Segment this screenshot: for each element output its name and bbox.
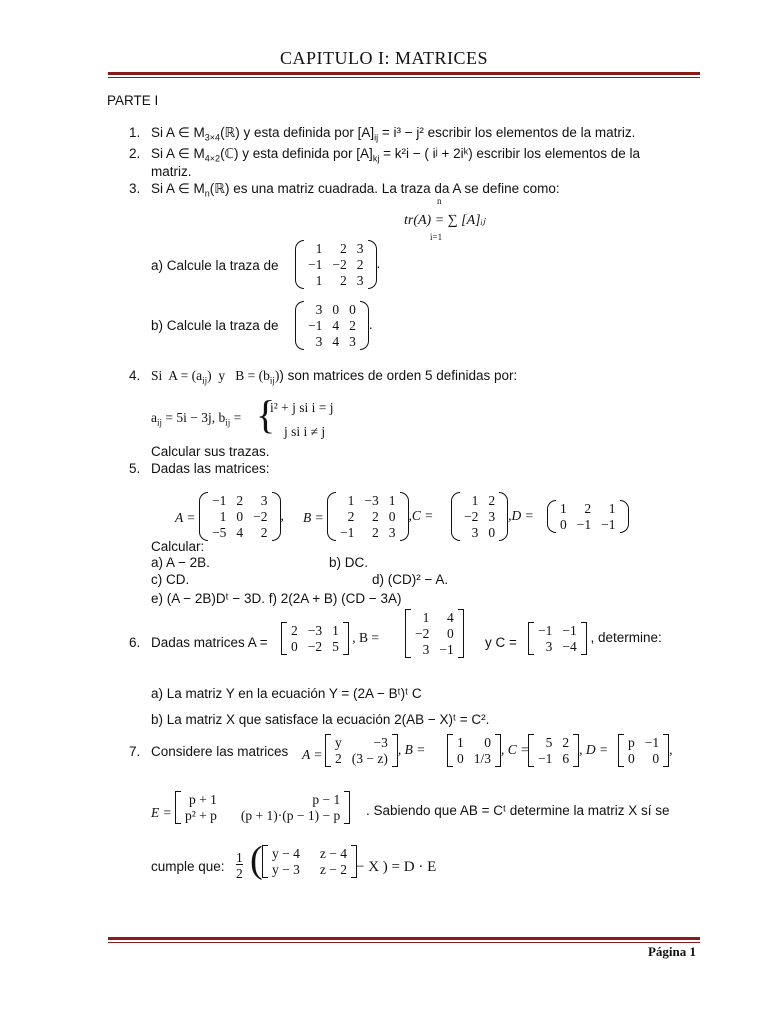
q3a-matrix: 1 2 3 −1 −2 2 1 2 3 . (295, 240, 380, 289)
matrix-cell: 2 (584, 501, 592, 516)
header-rule (108, 72, 700, 78)
matrix-cell: −2 (253, 509, 268, 524)
matrix-cell: 0 (484, 735, 492, 750)
q7-matrix-c: 5 2 −1 6 , D = (528, 734, 608, 767)
q1-text: Si A ∈ $M_{3\times 4}(ℝ)$ y esta definida por $[A]_{ij} = i^3 - j^2$ escribir los elementos de la matriz. (151, 125, 636, 143)
q5-number: 5. (129, 461, 141, 476)
matrix-cell: −1 (340, 525, 355, 540)
matrix-cell: y (335, 735, 342, 750)
matrix-cell: −3 (373, 735, 388, 750)
q6-text: Dadas matrices A = (151, 635, 268, 650)
matrix-cell: −4 (562, 639, 577, 654)
q6-matrix-c: −1 −1 3 −4 , determine: (528, 622, 662, 655)
q3-text: Si A ∈ $M_n(ℝ)$ es una matriz cuadrada. La traza da A se define como: (151, 181, 560, 199)
matrix-cell: 1 (560, 501, 567, 516)
q7-text: Considere las matrices (151, 744, 289, 759)
q6-b: b) La matriz X que satisface la ecuación 2(AB − X)ᵗ = C². (151, 712, 490, 727)
sum-lower: i=1 (430, 232, 443, 242)
q3a-label: a) Calcule la traza de (151, 258, 279, 273)
matrix-cell: p − 1 (312, 792, 341, 807)
q5-e: e) (A − 2B)Dᵗ − 3D. f) 2(2A + B) (CD − 3A) (151, 591, 402, 606)
matrix-cell: −2 (415, 626, 430, 641)
matrix-cell: 2 (260, 525, 268, 540)
q5-d: d) (CD)² − A. (372, 572, 449, 587)
matrix-cell: 2 (349, 318, 356, 333)
q4-calc: Calcular sus trazas. (151, 444, 270, 459)
matrix-cell: 6 (562, 751, 570, 766)
matrix-cell: 2 (236, 493, 244, 508)
matrix-cell: −2 (332, 257, 347, 272)
matrix-cell: 1 (422, 610, 430, 625)
matrix-cell: 2 (340, 241, 347, 256)
matrix-cell: p² + p (185, 808, 217, 823)
matrix-cell: 3 (356, 273, 364, 288)
q4-definition: $a_{ij} = 5i - 3j$, $b_{ij}$ = (151, 410, 242, 428)
q6-a: a) La matriz Y en la ecuación Y = (2A − Bᵗ)ᵗ C (151, 686, 422, 701)
matrix-cell: 1 (219, 509, 227, 524)
q3b-matrix: 3 0 0 −1 4 2 3 4 3 . (295, 301, 373, 350)
q2-text: Si A ∈ $M_{4\times 2}(ℂ)$ y esta definida por $[A]_{kj} = k^2i$ − ( iʲ + 2iᵏ) escribir los elementos de la (151, 146, 641, 164)
q5-c: c) CD. (151, 572, 190, 587)
matrix-cell: 2 (372, 509, 379, 524)
part-heading: PARTE I (107, 93, 159, 108)
matrix-cell: 1 (332, 623, 339, 638)
open-paren: ( (250, 839, 263, 881)
matrix-cell: −1 (562, 623, 577, 638)
matrix-cell: −3 (364, 493, 379, 508)
q5-calc: Calcular: (151, 539, 205, 554)
q5-matrix-d (547, 500, 629, 533)
q4-text: Si $A = (a_{ij})$ y $B = (b_{ij})$) son matrices de orden 5 definidas por: (151, 368, 518, 386)
q2-number: 2. (129, 146, 141, 161)
matrix-cell: 2 (372, 525, 379, 540)
matrix-cell: 0 (447, 626, 454, 641)
matrix-cell: 3 (471, 525, 479, 540)
q6-y: y C = (485, 635, 517, 650)
matrix-cell: z − 4 (319, 846, 347, 861)
matrix-cell: 1 (457, 735, 464, 750)
matrix-cell: −1 (212, 493, 227, 508)
matrix-cell: −1 (439, 642, 454, 657)
q7-matrix-m (262, 845, 357, 878)
q3-number: 3. (129, 181, 141, 196)
matrix-cell: p (628, 735, 635, 750)
q4-brace: { (256, 392, 276, 437)
q7-knowing: . Sabiendo que AB = Cᵗ determine la matriz X sí se (366, 803, 670, 818)
matrix-cell: 3 (349, 334, 356, 349)
matrix-cell: 1 (315, 273, 323, 288)
matrix-cell: −2 (464, 509, 479, 524)
q7-number: 7. (129, 744, 141, 759)
q7-matrix-a: y −3 2 (3 − z) , B = (325, 734, 425, 767)
matrix-cell: 0 (349, 302, 356, 317)
matrix-cell: −2 (307, 639, 323, 654)
q4-case2: j si i ≠ j (284, 424, 326, 439)
matrix-cell: (3 − z) (351, 751, 388, 766)
matrix-cell: 0 (332, 302, 340, 317)
matrix-cell: y − 4 (272, 846, 300, 861)
matrix-cell: 0 (652, 751, 660, 766)
footer-rule (108, 937, 700, 943)
matrix-cell: 0 (488, 525, 496, 540)
q7-matrix-b: 1 0 0 1/3 , C = (447, 734, 529, 767)
sum-upper: n (437, 196, 442, 206)
q3b-label: b) Calcule la traza de (151, 318, 279, 333)
matrix-cell: 0 (457, 751, 464, 766)
one-half: 1 2 (236, 850, 243, 881)
matrix-cell: 1 (347, 493, 355, 508)
matrix-cell: 0 (560, 517, 567, 532)
matrix-cell: y − 3 (272, 862, 300, 877)
matrix-cell: 3 (260, 493, 268, 508)
matrix-cell: −1 (601, 517, 616, 532)
matrix-cell: 0 (291, 639, 298, 654)
matrix-cell: 0 (236, 509, 244, 524)
matrix-cell: 3 (545, 639, 553, 654)
matrix-cell: −1 (308, 318, 323, 333)
matrix-cell: −1 (308, 257, 323, 272)
trace-formula: tr(A) = ∑ [A]ᵢⱼ (404, 213, 486, 228)
matrix-cell: 1/3 (473, 751, 492, 766)
q5-b: b) DC. (329, 555, 369, 570)
matrix-cell: 4 (236, 525, 244, 540)
q5-matrix-b: 1 −3 1 2 2 0 −1 2 3 ,C = (327, 492, 433, 541)
q5-a: a) A − 2B. (151, 555, 210, 570)
matrix-cell: 3 (356, 241, 364, 256)
page-title: CAPITULO I: MATRICES (279, 48, 488, 68)
q5-matrix-c: 1 2 −2 3 3 0 ,D = (451, 492, 534, 541)
q7-cumple: cumple que: (151, 859, 225, 874)
matrix-cell: 3 (315, 302, 323, 317)
q6-matrix-a: 2 −3 1 0 −2 5 , B = (281, 622, 379, 655)
matrix-cell: p + 1 (189, 792, 217, 807)
q4-number: 4. (129, 368, 141, 383)
matrix-cell: 0 (388, 509, 396, 524)
matrix-cell: 1 (471, 493, 479, 508)
matrix-cell: −1 (538, 623, 553, 638)
matrix-cell: 2 (347, 509, 355, 524)
q4-case1: i² + j si i = j (270, 400, 334, 415)
q5-matrices: A = (175, 510, 196, 525)
q6-matrix-b (405, 609, 464, 658)
matrix-cell: 3 (315, 334, 323, 349)
q7-e-label: E = (151, 805, 172, 820)
matrix-cell: 0 (628, 751, 635, 766)
matrix-cell: 3 (488, 509, 496, 524)
q2-continuation: matriz. (151, 164, 192, 179)
matrix-cell: 3 (388, 525, 396, 540)
matrix-cell: 1 (608, 501, 616, 516)
q1-number: 1. (129, 125, 141, 140)
matrix-cell: 4 (332, 334, 340, 349)
matrix-cell: −3 (307, 623, 323, 638)
matrix-cell: −1 (576, 517, 592, 532)
q7-matrix-d: p −1 0 0 , (618, 734, 673, 767)
q7-matrix-e (175, 791, 350, 824)
q6-number: 6. (129, 635, 141, 650)
matrix-cell: −1 (538, 751, 553, 766)
matrix-cell: 2 (335, 751, 342, 766)
q7-a-label: A = (302, 747, 323, 762)
page-number: Página 1 (647, 944, 696, 959)
matrix-cell: 4 (447, 610, 454, 625)
matrix-cell: 1 (388, 493, 396, 508)
matrix-cell: −1 (644, 735, 660, 750)
matrix-cell: 5 (332, 639, 339, 654)
matrix-cell: 2 (356, 257, 364, 272)
matrix-cell: 2 (488, 493, 496, 508)
q5-matrix-a: −1 2 3 1 0 −2 −5 4 2 , (199, 492, 284, 541)
matrix-cell: (p + 1)·(p − 1) − p (240, 808, 341, 823)
matrix-cell: 4 (332, 318, 340, 333)
matrix-cell: 2 (291, 623, 298, 638)
matrix-cell: 5 (545, 735, 553, 750)
matrix-cell: 1 (315, 241, 323, 256)
matrix-cell: 3 (422, 642, 430, 657)
q7-equation: − X ) = D · E (356, 859, 437, 875)
matrix-cell: 2 (562, 735, 570, 750)
matrix-cell: 2 (340, 273, 347, 288)
q5-b-label: B = (303, 510, 324, 525)
q5-text: Dadas las matrices: (151, 461, 270, 476)
matrix-cell: z − 2 (319, 862, 347, 877)
matrix-cell: −5 (212, 525, 227, 540)
